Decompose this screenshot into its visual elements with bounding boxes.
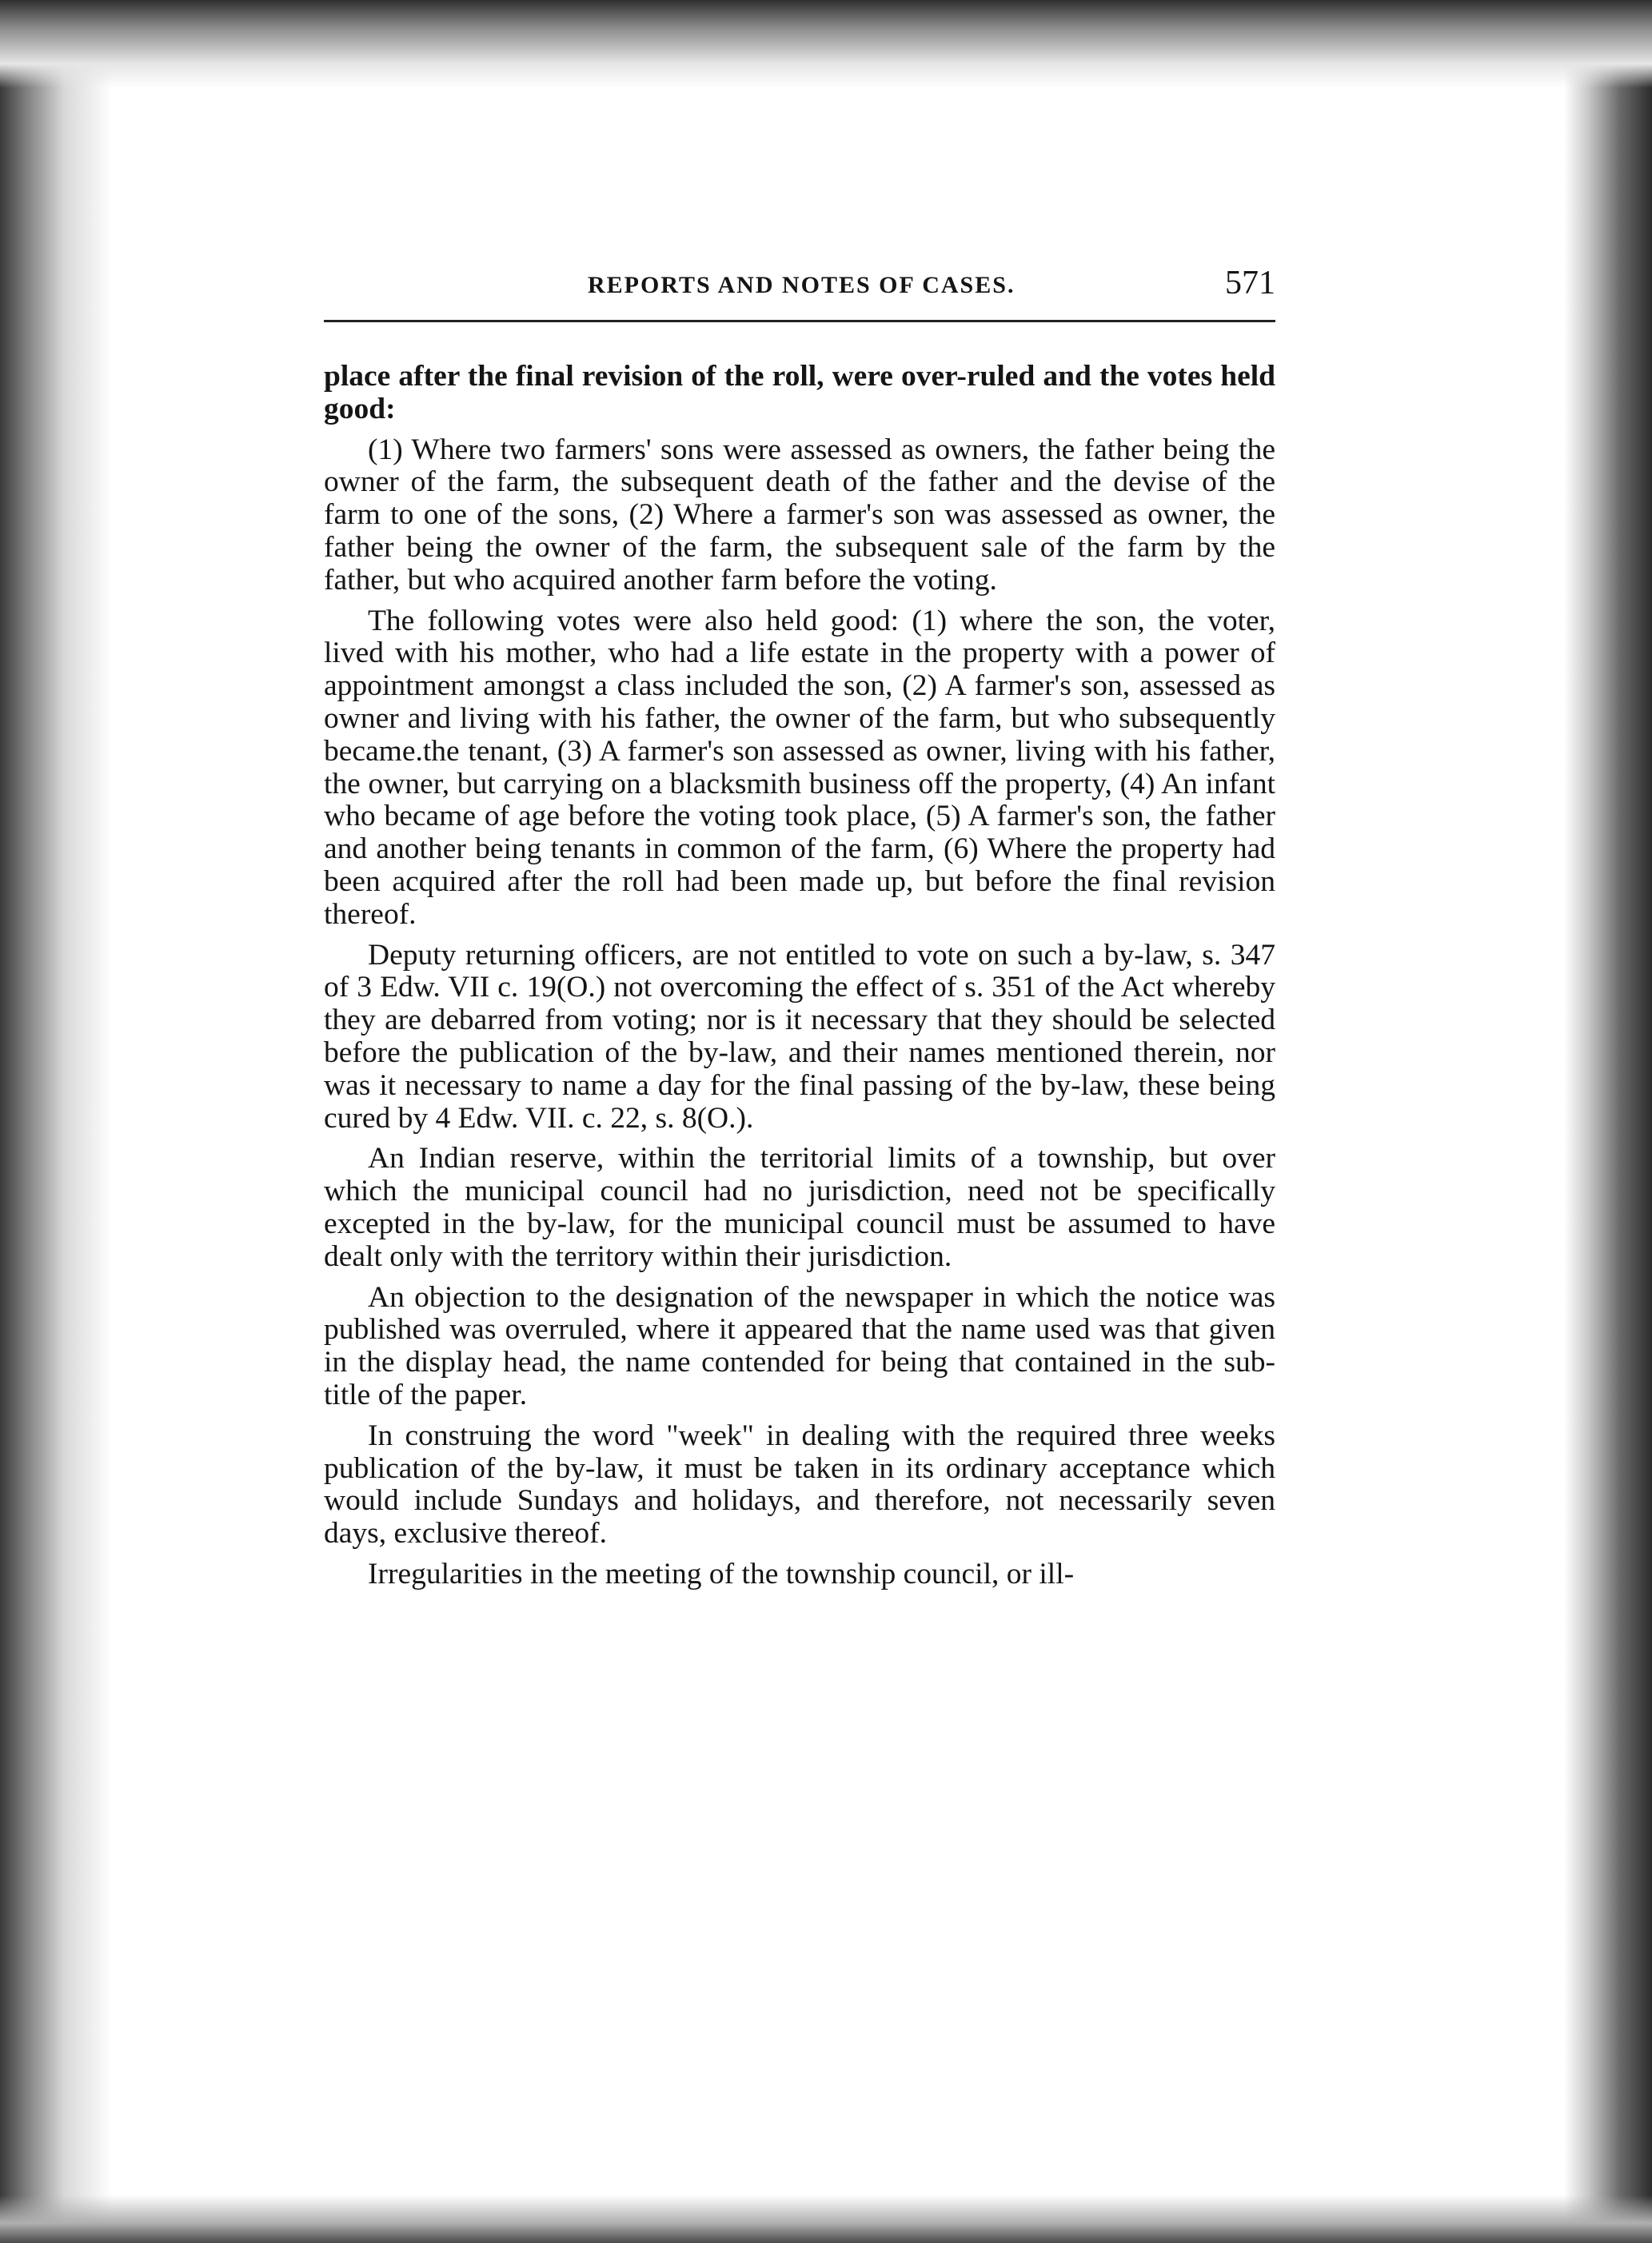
scan-shadow-left bbox=[0, 0, 112, 2243]
paragraph-newspaper-designation: An objection to the designation of the newspaper in which the notice was published was overruled, where it appeared that the name used was that given in the display head, the name contended for being that contained in the sub-title of the paper. bbox=[324, 1280, 1275, 1411]
paragraph-votes-held-good: The following votes were also held good: (1) where the son, the voter, lived with his mother, who had a life estate in the property with a power of appointment amongst a class included the son, (2) A farmer's son, assessed as owner and living with his father, the owner of the farm, but who subsequently became.the tenant, (3) A farmer's son assessed as owner, living with his father, the owner, but carrying on a blacksmith business off the property, (4) An infant who became of age before the voting took place, (5) A farmer's son, the father and another being tenants in common of the farm, (6) Where the property had been acquired after the roll had been made up, but before the final revision thereof. bbox=[324, 604, 1275, 931]
running-title: REPORTS AND NOTES OF CASES. bbox=[588, 272, 1016, 298]
scan-shadow-top bbox=[0, 0, 1652, 88]
paragraph-irregularities: Irregularities in the meeting of the township council, or ill- bbox=[368, 1557, 1075, 1590]
paragraph-week-construction: In construing the word "week" in dealing with the required three weeks publication of the by-law, it must be taken in its ordinary acceptance which would include Sundays and holidays, and therefore, not necessarily seven days, exclusive thereof. bbox=[324, 1419, 1275, 1551]
running-head bbox=[324, 264, 1275, 320]
scan-shadow-right bbox=[1564, 0, 1652, 2243]
header-rule bbox=[324, 320, 1275, 322]
paragraph-farmers-sons: (1) Where two farmers' sons were assessed as owners, the father being the owner of the farm, the subsequent death of the father and the devise of the farm to one of the sons, (2) Where a farmer's son was assessed as owner, the father being the owner of the farm, the subsequent sale of the farm by the father, but who acquired another farm before the voting. bbox=[324, 433, 1275, 597]
body-text bbox=[324, 361, 1275, 1591]
scan-shadow-bottom bbox=[0, 2195, 1652, 2243]
paragraph-deputy-returning-officers: Deputy returning officers, are not entitled to vote on such a by-law, s. 347 of 3 Edw. VII c. 19(O.) not overcoming the effect of s. 351 of the Act whereby they are debarred from voting; nor is it necessary that they should be selected before the publication of the by-law, and their names mentioned therein, nor was it necessary to name a day for the final passing of the by-law, these being cured by 4 Edw. VII. c. 22, s. 8(O.). bbox=[324, 938, 1275, 1135]
document-page bbox=[324, 264, 1275, 1599]
paragraph-continuation: place after the final revision of the roll, were over-ruled and the votes held good: bbox=[324, 360, 1275, 425]
paragraph-indian-reserve: An Indian reserve, within the territorial limits of a township, but over which the municipal council had no jurisdiction, need not be specifically excepted in the by-law, for the municipal council must be assumed to have dealt only with the territory within their jurisdiction. bbox=[324, 1142, 1275, 1273]
page-number: 571 bbox=[1225, 265, 1275, 301]
